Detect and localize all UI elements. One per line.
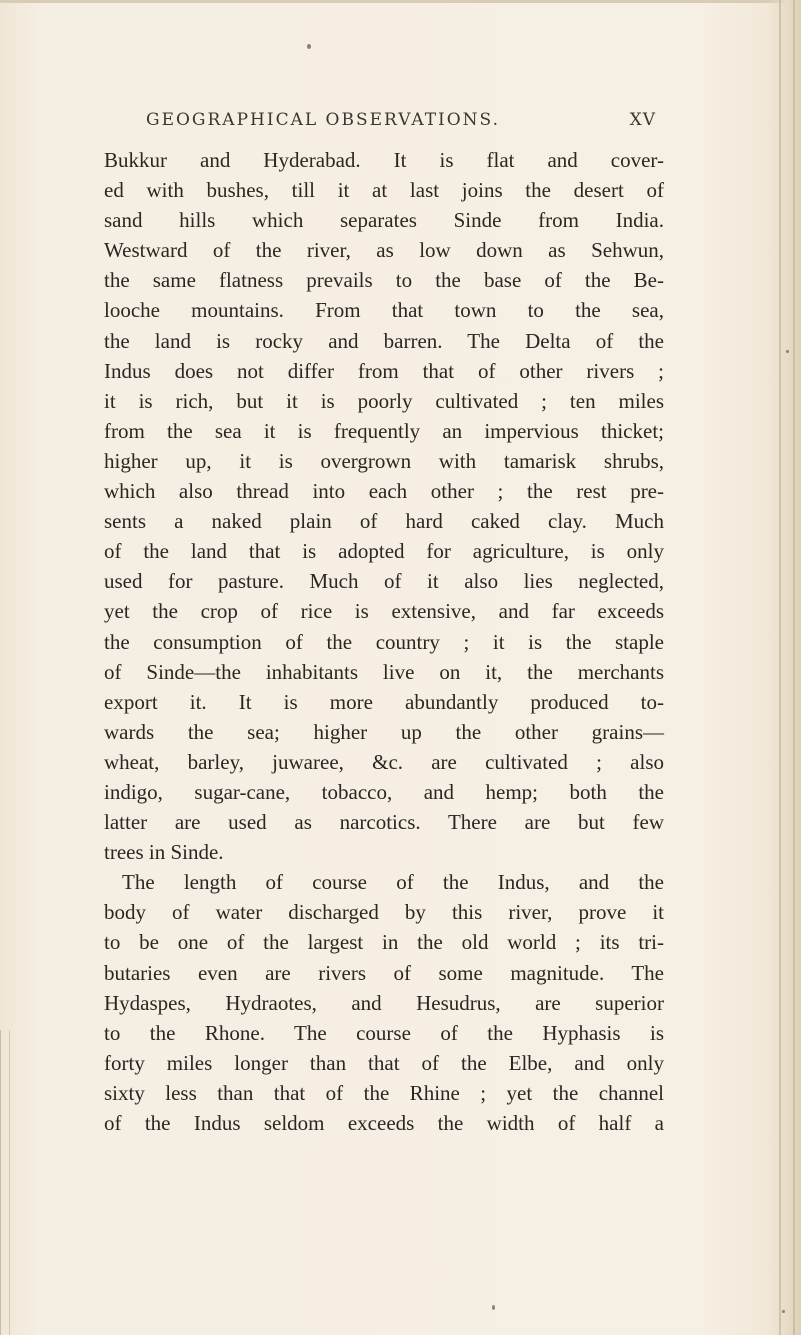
text-line: Westward of the river, as low down as Sehwun, xyxy=(104,238,664,263)
text-line: export it. It is more abundantly produced to- xyxy=(104,689,664,714)
text-line: the land is rocky and barren. The Delta of the xyxy=(104,328,664,353)
text-line: body of water discharged by this river, prove it xyxy=(104,900,664,925)
text-line: trees in Sinde. xyxy=(104,840,224,865)
text-line: wheat, barley, juwaree, &c. are cultivated ; also xyxy=(104,749,664,774)
text-line: sand hills which separates Sinde from India. xyxy=(104,208,664,233)
text-line: from the sea it is frequently an impervious thicket; xyxy=(104,418,664,443)
text-line: to be one of the largest in the old world ; its tri- xyxy=(104,930,664,955)
text-line: latter are used as narcotics. There are but few xyxy=(104,810,664,835)
running-head xyxy=(146,105,656,135)
text-line: of the Indus seldom exceeds the width of half a xyxy=(104,1111,664,1135)
text-line: looche mountains. From that town to the sea, xyxy=(104,298,664,323)
page-right-edge xyxy=(767,0,801,1335)
running-head-title: GEOGRAPHICAL OBSERVATIONS. xyxy=(146,110,500,130)
text-line: sents a naked plain of hard caked clay. Much xyxy=(104,509,664,534)
body-text xyxy=(104,145,664,1138)
page-top-edge xyxy=(0,0,801,3)
text-line: The length of course of the Indus, and the xyxy=(122,870,664,895)
paper-speck xyxy=(782,1310,785,1313)
text-line: yet the crop of rice is extensive, and far exceeds xyxy=(104,599,664,624)
text-line: ed with bushes, till it at last joins the desert of xyxy=(104,178,664,203)
text-line: Indus does not differ from that of other rivers ; xyxy=(104,358,664,383)
text-line: which also thread into each other ; the rest pre- xyxy=(104,479,664,504)
text-line: the consumption of the country ; it is the staple xyxy=(104,629,664,654)
text-line: indigo, sugar-cane, tobacco, and hemp; both the xyxy=(104,779,664,804)
text-line: the same flatness prevails to the base of the Be- xyxy=(104,268,664,293)
text-line: of Sinde—the inhabitants live on it, the merchants xyxy=(104,659,664,684)
text-line: of the land that is adopted for agriculture, is only xyxy=(104,539,664,564)
text-line: sixty less than that of the Rhine ; yet the channel xyxy=(104,1080,664,1105)
text-line: forty miles longer than that of the Elbe, and only xyxy=(104,1050,664,1075)
text-line: higher up, it is overgrown with tamarisk shrubs, xyxy=(104,448,664,473)
text-line: Bukkur and Hyderabad. It is flat and cover- xyxy=(104,148,664,172)
text-line: used for pasture. Much of it also lies neglected, xyxy=(104,569,664,594)
paper-speck xyxy=(492,1305,495,1310)
text-line: to the Rhone. The course of the Hyphasis is xyxy=(104,1020,664,1045)
paper-speck xyxy=(307,44,311,49)
text-line: Hydaspes, Hydraotes, and Hesudrus, are superior xyxy=(104,990,664,1015)
text-line: wards the sea; higher up the other grains— xyxy=(104,719,664,744)
text-line: it is rich, but it is poorly cultivated ; ten miles xyxy=(104,388,664,413)
text-line: butaries even are rivers of some magnitude. The xyxy=(104,960,664,985)
page-left-edge xyxy=(0,1030,10,1335)
paper-speck xyxy=(786,350,789,353)
page-number: XV xyxy=(629,110,656,130)
